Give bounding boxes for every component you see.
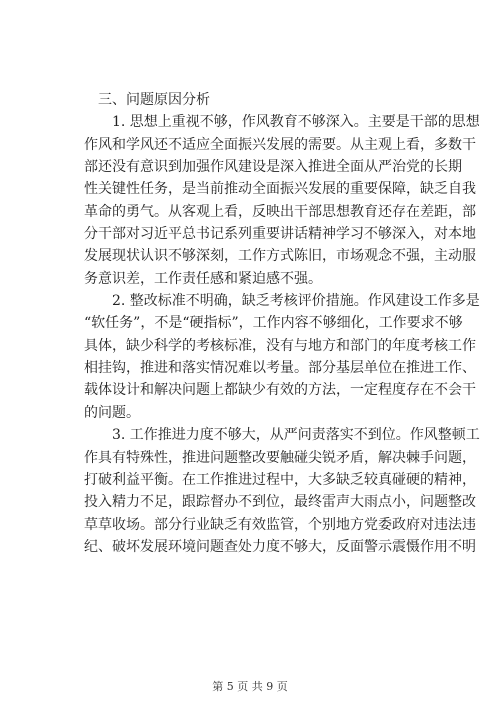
paragraph-line: 务意识差，工作责任感和紧迫感不强。 — [84, 270, 322, 287]
paragraph-line: 2. 整改标准不明确，缺乏考核评价措施。作风建设工作多是 — [112, 293, 480, 310]
paragraph-line: 作风和学风还不适应全面振兴发展的需要。从主观上看，多数干 — [84, 136, 476, 153]
paragraph-line: 性关键性任务，是当前推动全面振兴发展的重要保障，缺乏自我 — [84, 181, 476, 198]
paragraph-line: 具体，缺少科学的考核标准，没有与地方和部门的年度考核工作 — [84, 337, 476, 354]
paragraph-line: 部还没有意识到加强作风建设是深入推进全面从严治党的长期 — [84, 159, 462, 176]
paragraph-line: “软任务”，不是“硬指标”，工作内容不够细化，工作要求不够 — [84, 315, 463, 332]
paragraph-line: 发展现状认识不够深刻，工作方式陈旧，市场观念不强，主动服 — [84, 248, 476, 265]
paragraph-line: 的问题。 — [84, 404, 140, 421]
paragraph-line: 分干部对习近平总书记系列重要讲话精神学习不够深入，对本地 — [84, 226, 476, 243]
paragraph-2 — [84, 290, 480, 424]
paragraph-line: 1. 思想上重视不够，作风教育不够深入。主要是干部的思想 — [112, 114, 480, 131]
paragraph-line: 投入精力不足，跟踪督办不到位，最终雷声大雨点小，问题整改 — [84, 494, 476, 511]
paragraph-line: 革命的勇气。从客观上看，反映出干部思想教育还存在差距，部 — [84, 203, 476, 220]
paragraph-1 — [84, 111, 480, 290]
section-heading: 三、问题原因分析 — [98, 92, 210, 108]
paragraph-line: 草草收场。部分行业缺乏有效监管，个别地方党委政府对违法违 — [84, 516, 476, 533]
paragraph-line: 3. 工作推进力度不够大，从严问责落实不到位。作风整顿工 — [112, 427, 480, 444]
paragraph-line: 相挂钩，推进和落实情况难以考量。部分基层单位在推进工作、 — [84, 360, 476, 377]
document-body — [84, 89, 480, 558]
paragraph-line: 纪、破坏发展环境问题查处力度不够大，反面警示震慑作用不明 — [84, 538, 476, 555]
paragraph-3 — [84, 424, 480, 558]
paragraph-line: 打破利益平衡。在工作推进过程中，大多缺乏较真碰硬的精神， — [84, 471, 476, 488]
paragraph-line: 载体设计和解决问题上都缺少有效的方法，一定程度存在不会干 — [84, 382, 476, 399]
paragraph-line: 作具有特殊性，推进问题整改要触碰尖锐矛盾，解决棘手问题， — [84, 449, 476, 466]
page-footer: 第 5 页 共 9 页 — [212, 680, 288, 693]
